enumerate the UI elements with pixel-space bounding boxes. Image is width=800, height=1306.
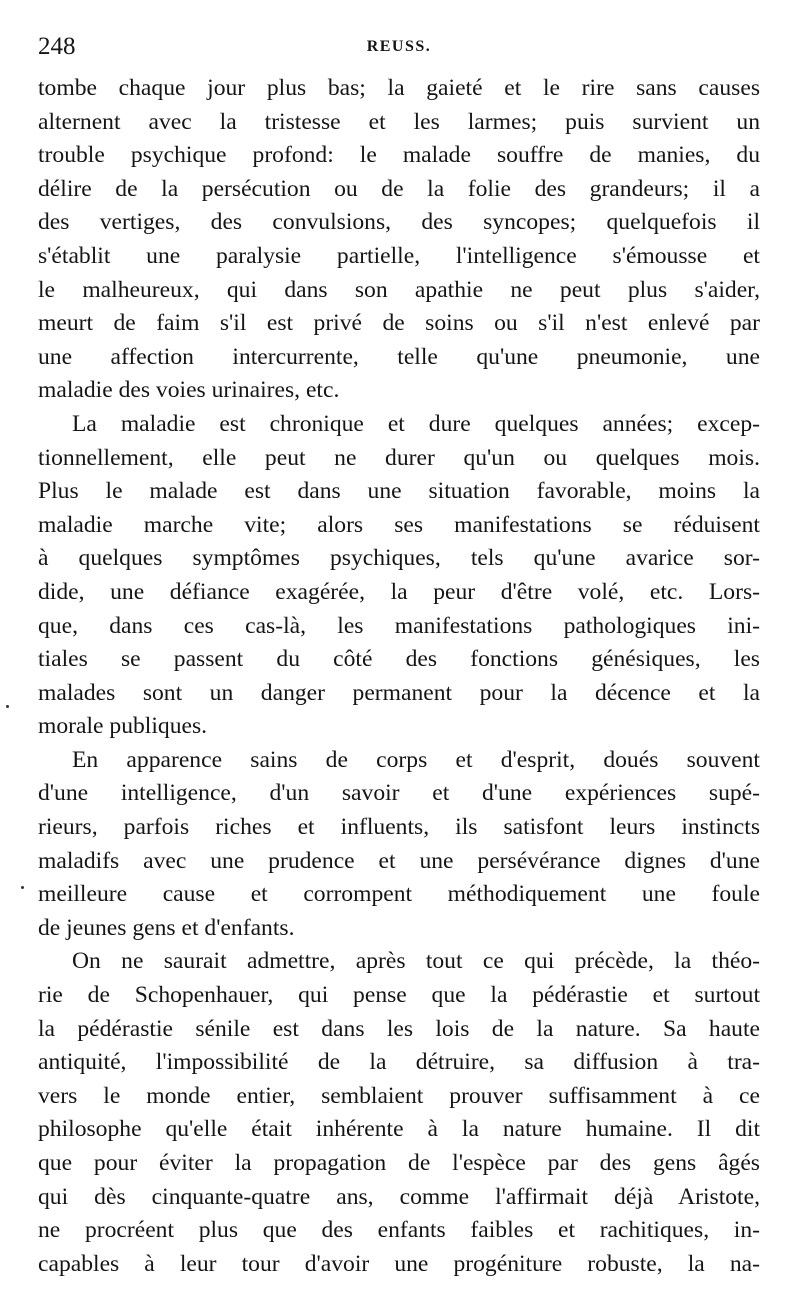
margin-mark <box>21 886 24 889</box>
page-header <box>38 32 760 62</box>
text-line: On ne saurait admettre, après tout ce qui précède, la théo- <box>72 948 760 975</box>
text-line: ne procréent plus que des enfants faibles et rachitiques, in- <box>38 1217 760 1244</box>
paragraph <box>38 408 760 744</box>
paragraph <box>38 945 760 1281</box>
text-line: des vertiges, des convulsions, des syncopes; quelquefois il <box>38 209 760 236</box>
text-line: que pour éviter la propagation de l'espèce par des gens âgés <box>38 1150 760 1176</box>
text-line: En apparence sains de corps et d'esprit, doués souvent <box>72 746 760 773</box>
text-line: tombe chaque jour plus bas; la gaieté et le rire sans causes <box>38 75 760 101</box>
text-line: d'une intelligence, d'un savoir et d'une expériences supé- <box>38 780 760 807</box>
text-line: qui dès cinquante-quatre ans, comme l'affirmait déjà Aristote, <box>38 1183 760 1210</box>
text-line: alternent avec la tristesse et les larmes; puis survient un <box>38 108 760 135</box>
text-line: morale publiques. <box>38 713 208 740</box>
text-line: maladie des voies urinaires, etc. <box>38 377 340 404</box>
paragraph <box>38 72 760 408</box>
text-line: le malheureux, qui dans son apathie ne peut plus s'aider, <box>38 276 760 303</box>
text-line: trouble psychique profond: le malade souffre de manies, du <box>38 142 760 169</box>
text-line: s'établit une paralysie partielle, l'intelligence s'émousse et <box>38 242 760 269</box>
text-line: rieurs, parfois riches et influents, ils satisfont leurs instincts <box>38 814 760 841</box>
text-line: de jeunes gens et d'enfants. <box>38 914 295 941</box>
margin-mark <box>6 705 9 708</box>
text-line: philosophe qu'elle était inhérente à la nature humaine. Il dit <box>38 1116 760 1143</box>
page-number: 248 <box>38 33 76 60</box>
paragraph <box>38 744 760 946</box>
running-head: REUSS. <box>366 38 432 55</box>
body-text <box>38 72 760 1281</box>
text-line: malades sont un danger permanent pour la décence et la <box>38 679 760 706</box>
text-line: vers le monde entier, semblaient prouver suffisamment à ce <box>38 1082 760 1109</box>
text-line: que, dans ces cas-là, les manifestations pathologiques ini- <box>38 612 760 639</box>
text-line: une affection intercurrente, telle qu'une pneumonie, une <box>38 343 760 370</box>
text-line: rie de Schopenhauer, qui pense que la pédérastie et surtout <box>38 982 760 1009</box>
text-line: délire de la persécution ou de la folie des grandeurs; il a <box>38 175 760 202</box>
text-line: meilleure cause et corrompent méthodiquement une foule <box>38 881 760 908</box>
text-line: à quelques symptômes psychiques, tels qu'une avarice sor- <box>38 545 760 572</box>
text-line: tionnellement, elle peut ne durer qu'un ou quelques mois. <box>38 444 760 471</box>
text-line: meurt de faim s'il est privé de soins ou s'il n'est enlevé par <box>38 310 760 337</box>
text-line: la pédérastie sénile est dans les lois de la nature. Sa haute <box>38 1015 760 1042</box>
text-line: antiquité, l'impossibilité de la détruire, sa diffusion à tra- <box>38 1049 760 1076</box>
text-line: Plus le malade est dans une situation favorable, moins la <box>38 478 760 505</box>
text-line: dide, une défiance exagérée, la peur d'être volé, etc. Lors- <box>38 578 760 605</box>
text-line: capables à leur tour d'avoir une progéniture robuste, la na- <box>38 1250 760 1277</box>
text-line: tiales se passent du côté des fonctions génésiques, les <box>38 646 760 673</box>
text-line: La maladie est chronique et dure quelques années; excep- <box>72 410 760 437</box>
text-line: maladifs avec une prudence et une persévérance dignes d'une <box>38 847 760 874</box>
text-line: maladie marche vite; alors ses manifestations se réduisent <box>38 511 760 538</box>
